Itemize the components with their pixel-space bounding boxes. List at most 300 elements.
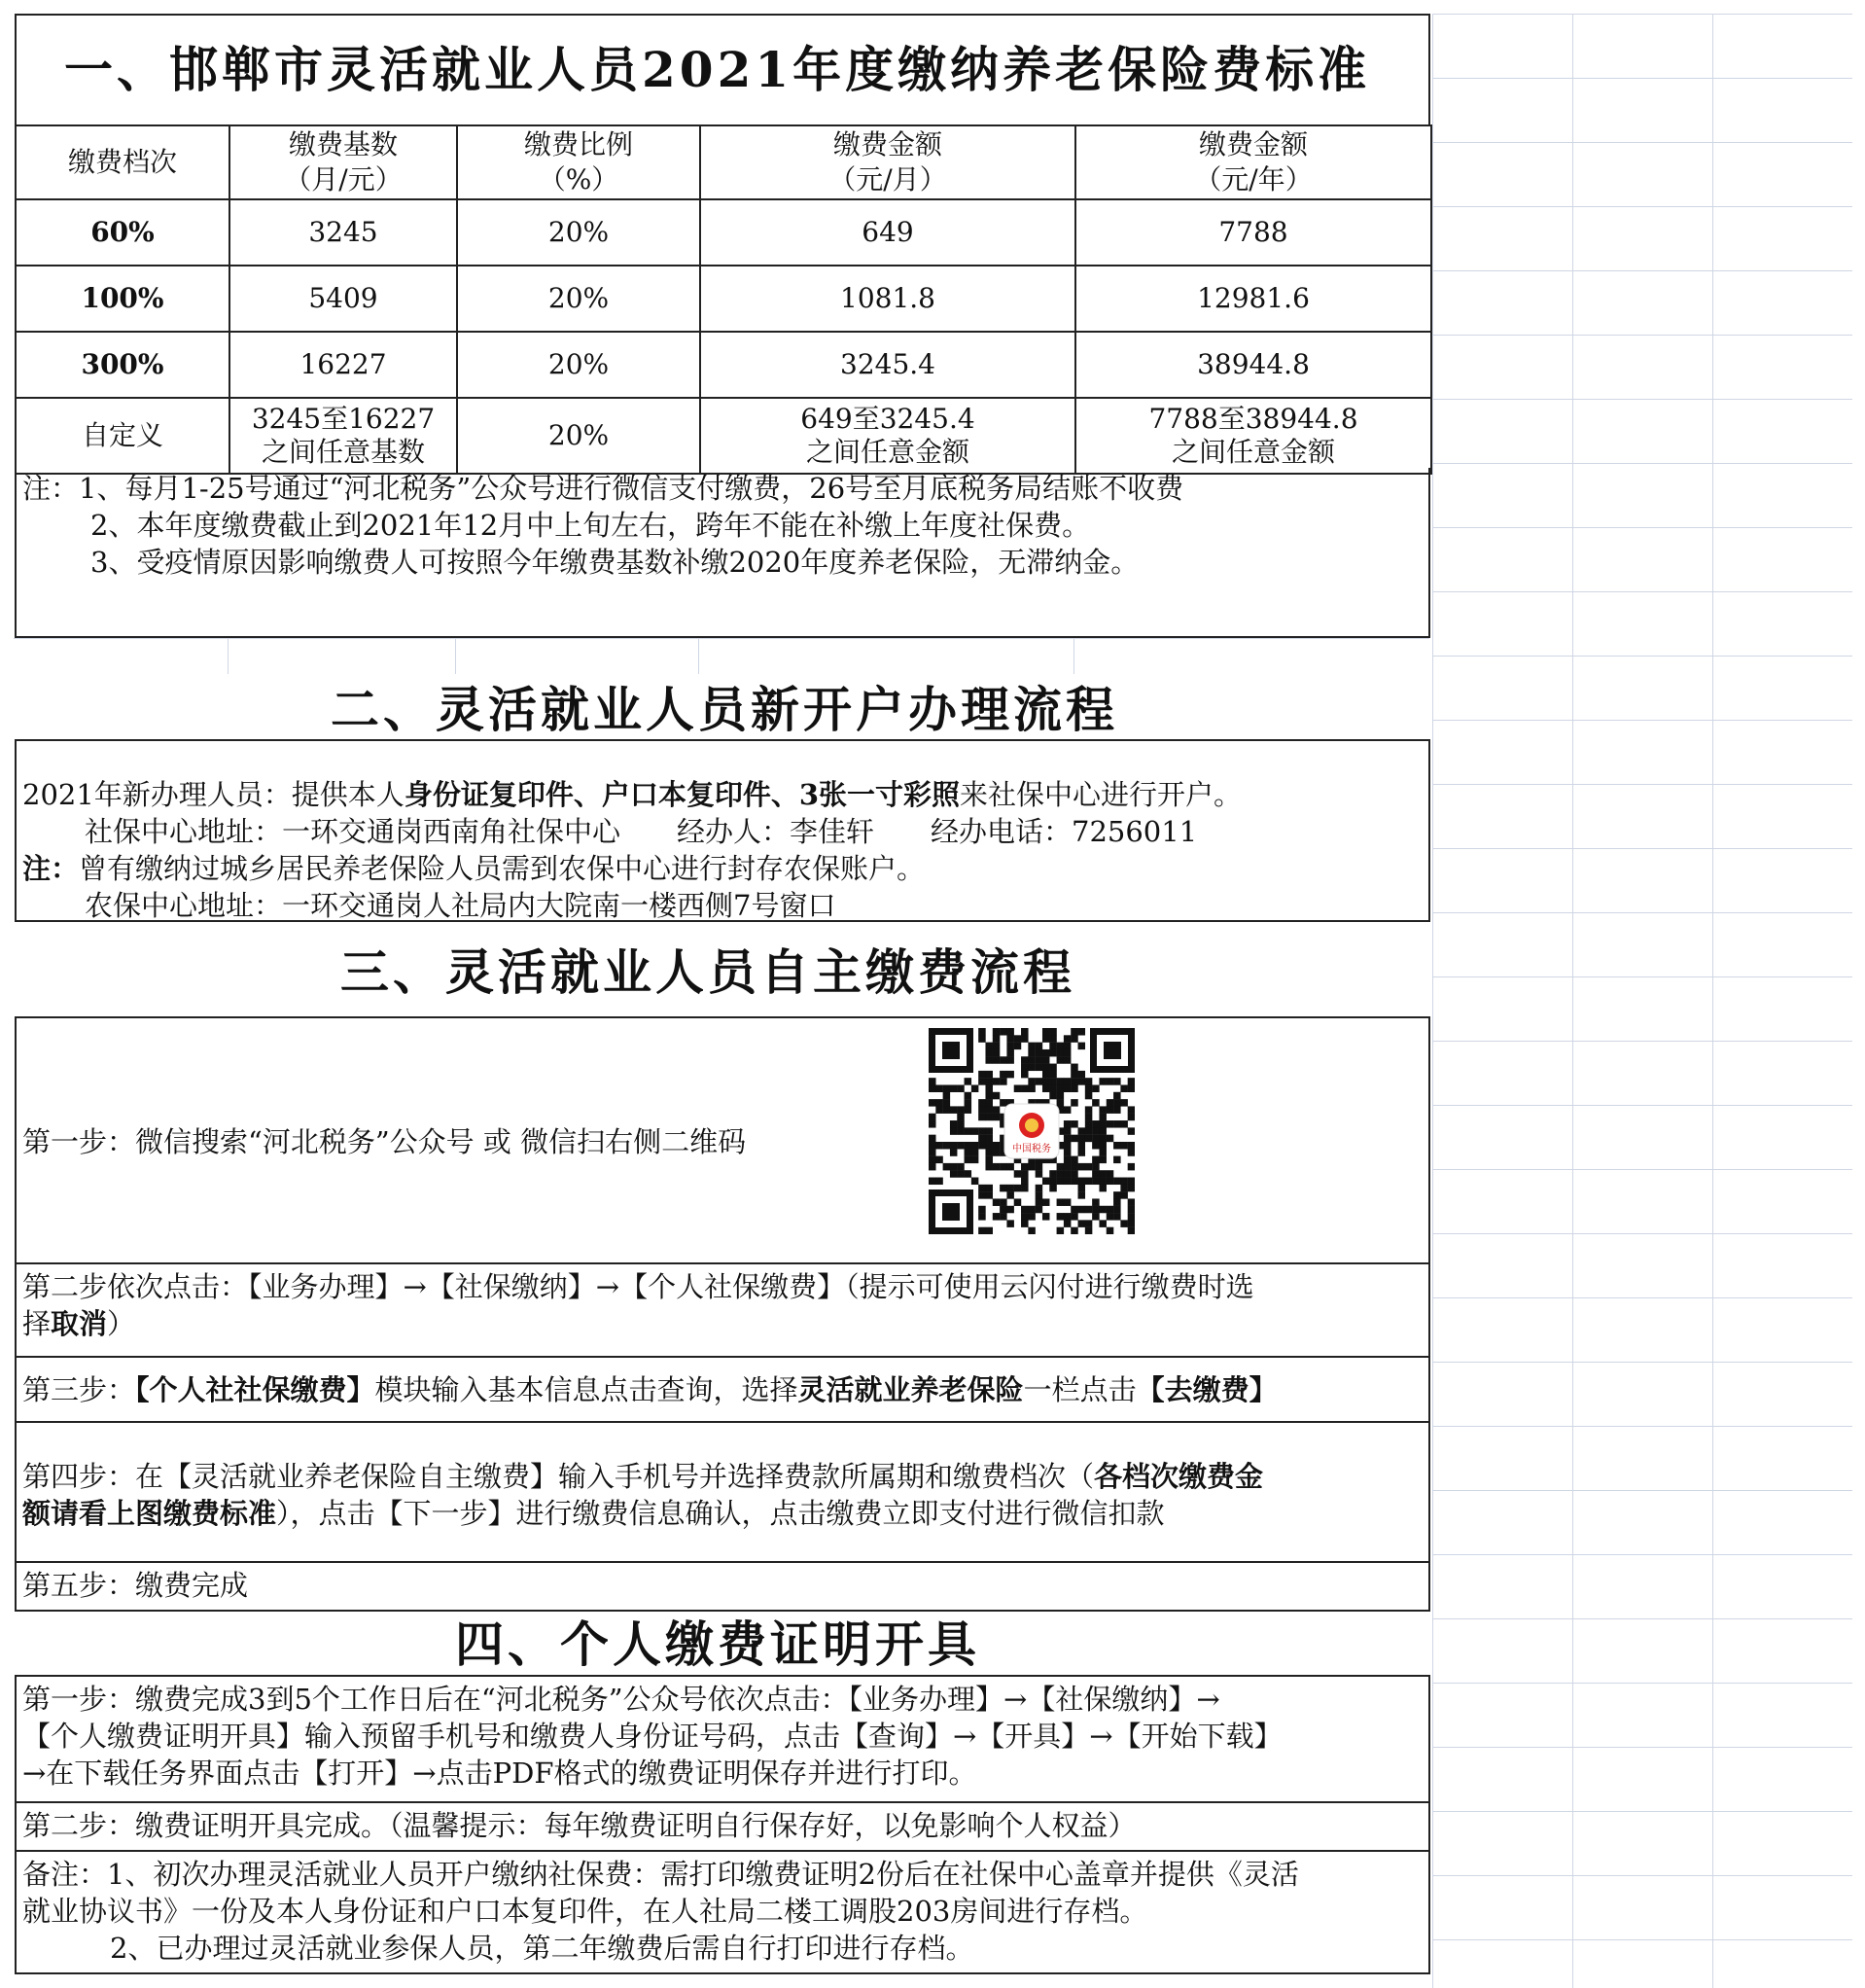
qr-module	[1064, 1043, 1072, 1050]
qr-module	[1128, 1206, 1135, 1214]
qr-module	[993, 1049, 1001, 1057]
level-cell: 100%	[16, 266, 229, 332]
qr-module	[957, 1106, 965, 1114]
qr-module	[957, 1114, 965, 1121]
qr-module	[978, 1114, 986, 1121]
qr-module	[1113, 1106, 1121, 1114]
qr-module	[1064, 1106, 1072, 1114]
qr-module	[1092, 1099, 1100, 1107]
qr-module	[1042, 1213, 1050, 1221]
qr-module	[1071, 1071, 1078, 1079]
qr-module	[1049, 1049, 1057, 1057]
qr-module	[993, 1198, 1001, 1206]
qr-module	[929, 1156, 936, 1164]
qr-module	[1085, 1227, 1093, 1234]
qr-module	[1036, 1043, 1043, 1050]
qr-module	[965, 1156, 972, 1164]
qr-module	[993, 1028, 1001, 1036]
qr-module	[1128, 1213, 1135, 1221]
qr-module	[1064, 1127, 1072, 1135]
table-row	[16, 266, 1431, 332]
qr-module	[1128, 1163, 1135, 1171]
qr-module	[1107, 1206, 1114, 1214]
qr-module	[1078, 1078, 1086, 1085]
qr-module	[1128, 1106, 1135, 1114]
qr-module	[957, 1170, 965, 1178]
qr-module	[1006, 1071, 1014, 1079]
qr-module	[985, 1049, 993, 1057]
qr-module	[929, 1114, 936, 1121]
qr-module	[1042, 1078, 1050, 1085]
qr-module	[943, 1084, 951, 1092]
qr-module	[1078, 1191, 1086, 1199]
qr-module	[1028, 1206, 1036, 1214]
qr-module	[1000, 1198, 1007, 1206]
qr-module	[1057, 1084, 1065, 1092]
qr-module	[993, 1056, 1001, 1064]
qr-module	[1021, 1163, 1029, 1171]
qr-module	[1064, 1135, 1072, 1143]
qr-module	[985, 1099, 993, 1107]
qr-module	[985, 1056, 993, 1064]
qr-module	[1128, 1078, 1135, 1085]
qr-module	[1099, 1149, 1107, 1156]
ratio-cell: 20%	[457, 199, 700, 266]
qr-module	[1128, 1178, 1135, 1186]
qr-module	[1107, 1106, 1114, 1114]
qr-module	[1064, 1170, 1072, 1178]
qr-module	[1107, 1227, 1114, 1234]
qr-module	[1036, 1185, 1043, 1192]
qr-module	[1113, 1191, 1121, 1199]
qr-module	[965, 1142, 972, 1150]
table-header-row	[16, 125, 1431, 199]
qr-module	[1006, 1163, 1014, 1171]
qr-module	[1078, 1028, 1086, 1036]
qr-module	[978, 1078, 986, 1085]
notes-box	[15, 468, 1430, 638]
header-cell: 缴费档次	[16, 125, 229, 199]
table-row	[16, 199, 1431, 266]
qr-module	[1006, 1185, 1014, 1192]
qr-module	[1099, 1120, 1107, 1128]
qr-module	[1021, 1206, 1029, 1214]
qr-module	[993, 1163, 1001, 1171]
qr-module	[985, 1106, 993, 1114]
qr-module	[1000, 1056, 1007, 1064]
qr-module	[1042, 1064, 1050, 1072]
qr-module	[1099, 1106, 1107, 1114]
qr-module	[929, 1120, 936, 1128]
qr-module	[943, 1092, 951, 1100]
qr-module	[1113, 1092, 1121, 1100]
qr-module	[965, 1099, 972, 1107]
qr-module	[1049, 1035, 1057, 1043]
qr-module	[1071, 1078, 1078, 1085]
qr-module	[1078, 1149, 1086, 1156]
qr-module	[1049, 1043, 1057, 1050]
table-row	[16, 332, 1431, 398]
qr-module	[1042, 1056, 1050, 1064]
qr-module	[1000, 1213, 1007, 1221]
qr-module	[1078, 1142, 1086, 1150]
qr-module	[1113, 1120, 1121, 1128]
step2-text: 第二步依次点击：【业务办理】→【社保缴纳】→【个人社保缴费】（提示可使用云闪付进行缴费时选 择取消）	[22, 1270, 1254, 1340]
step3-box	[15, 1358, 1430, 1423]
qr-module	[1021, 1071, 1029, 1079]
qr-module	[1000, 1078, 1007, 1085]
monthly-cell: 649	[700, 199, 1075, 266]
section2-box	[15, 739, 1430, 922]
qr-module	[1078, 1163, 1086, 1171]
qr-module	[965, 1092, 972, 1100]
qr-module	[950, 1170, 958, 1178]
qr-module	[978, 1185, 986, 1192]
qr-module	[1071, 1084, 1078, 1092]
qr-module	[1049, 1071, 1057, 1079]
qr-module	[1006, 1028, 1014, 1036]
qr-module	[971, 1156, 979, 1164]
qr-module	[950, 1149, 958, 1156]
qr-module	[950, 1106, 958, 1114]
qr-module	[1099, 1170, 1107, 1178]
monthly-cell: 3245.4	[700, 332, 1075, 398]
qr-module	[1128, 1185, 1135, 1192]
qr-module	[1107, 1178, 1114, 1186]
qr-module	[1021, 1084, 1029, 1092]
yearly-cell: 7788至38944.8 之间任意金额	[1075, 398, 1431, 474]
ratio-cell: 20%	[457, 398, 700, 474]
qr-module	[1021, 1035, 1029, 1043]
qr-module	[978, 1213, 986, 1221]
qr-module	[957, 1127, 965, 1135]
cert-step1-line-1: 第一步：缴费完成3到5个工作日后在“河北税务”公众号依次点击：【业务办理】→【社保缴纳】→	[22, 1683, 1220, 1716]
qr-module	[1064, 1178, 1072, 1186]
spreadsheet-grid	[1432, 14, 1852, 1988]
qr-module	[1042, 1049, 1050, 1057]
header-cell: 缴费金额 （元/月）	[700, 125, 1075, 199]
table-row-custom	[16, 398, 1431, 474]
qr-module	[1042, 1084, 1050, 1092]
qr-module	[1000, 1028, 1007, 1036]
qr-module	[1057, 1227, 1065, 1234]
qr-module	[1042, 1178, 1050, 1186]
qr-module	[1113, 1198, 1121, 1206]
qr-module	[1113, 1178, 1121, 1186]
qr-module	[1071, 1206, 1078, 1214]
qr-module	[1120, 1185, 1128, 1192]
qr-module	[1064, 1163, 1072, 1171]
qr-module	[1049, 1092, 1057, 1100]
qr-module	[1113, 1099, 1121, 1107]
qr-module	[978, 1071, 986, 1079]
qr-module	[1042, 1035, 1050, 1043]
section4-title: 四、个人缴费证明开具	[455, 1615, 980, 1673]
qr-module	[1107, 1120, 1114, 1128]
qr-module	[1120, 1099, 1128, 1107]
qr-module	[1021, 1185, 1029, 1192]
qr-module	[1099, 1142, 1107, 1150]
qr-module	[978, 1099, 986, 1107]
qr-module	[935, 1156, 943, 1164]
qr-module	[935, 1142, 943, 1150]
qr-module	[943, 1142, 951, 1150]
qr-module	[1092, 1135, 1100, 1143]
note-line-1: 注：1、每月1-25号通过“河北税务”公众号进行微信支付缴费，26号至月底税务局结账不收费	[22, 472, 1184, 505]
qr-module	[1064, 1213, 1072, 1221]
qr-module	[1099, 1114, 1107, 1121]
qr-module	[1078, 1135, 1086, 1143]
qr-module	[1064, 1084, 1072, 1092]
base-cell: 3245至16227 之间任意基数	[229, 398, 457, 474]
qr-module	[1064, 1049, 1072, 1057]
qr-module	[993, 1035, 1001, 1043]
qr-module	[1092, 1213, 1100, 1221]
qr-module	[1036, 1206, 1043, 1214]
qr-module	[985, 1149, 993, 1156]
qr-module	[1064, 1156, 1072, 1164]
qr-module	[1064, 1120, 1072, 1128]
qr-module	[1085, 1127, 1093, 1135]
qr-module	[1099, 1220, 1107, 1227]
qr-module	[1128, 1142, 1135, 1150]
qr-module	[1057, 1163, 1065, 1171]
qr-module	[1120, 1084, 1128, 1092]
qr-module	[1000, 1163, 1007, 1171]
qr-module	[1099, 1127, 1107, 1135]
qr-module	[1064, 1142, 1072, 1150]
note-line-2: 2、本年度缴费截止到2021年12月中上旬左右，跨年不能在补缴上年度社保费。	[90, 509, 1091, 542]
qr-module	[1071, 1120, 1078, 1128]
qr-module	[1064, 1149, 1072, 1156]
qr-module	[1120, 1191, 1128, 1199]
qr-module	[957, 1084, 965, 1092]
qr-module	[978, 1106, 986, 1114]
qr-module	[1071, 1170, 1078, 1178]
wechat-qr-code	[929, 1028, 1135, 1234]
qr-module	[1049, 1185, 1057, 1192]
remarks-box	[15, 1852, 1430, 1974]
qr-module	[1000, 1071, 1007, 1079]
qr-module	[1042, 1028, 1050, 1036]
qr-module	[1071, 1227, 1078, 1234]
qr-module	[1028, 1084, 1036, 1092]
qr-module	[1036, 1064, 1043, 1072]
qr-module	[1078, 1043, 1086, 1050]
qr-module	[1036, 1170, 1043, 1178]
qr-module	[1006, 1035, 1014, 1043]
qr-module	[1113, 1213, 1121, 1221]
remarks-line-3: 2、已办理过灵活就业参保人员，第二年缴费后需自行打印进行存档。	[110, 1932, 974, 1965]
qr-module	[1099, 1206, 1107, 1214]
qr-module	[1000, 1185, 1007, 1192]
step3-text: 第三步：【个人社社保缴费】模块输入基本信息点击查询，选择灵活就业养老保险一栏点击【去缴费】	[22, 1373, 1278, 1406]
qr-module	[1071, 1213, 1078, 1221]
qr-module	[1057, 1099, 1065, 1107]
qr-module	[1085, 1106, 1093, 1114]
yearly-cell: 12981.6	[1075, 266, 1431, 332]
qr-module	[965, 1127, 972, 1135]
qr-module	[1049, 1170, 1057, 1178]
qr-module	[1128, 1084, 1135, 1092]
level-cell: 自定义	[16, 398, 229, 474]
qr-module	[950, 1120, 958, 1128]
qr-module	[1071, 1028, 1078, 1036]
qr-module	[971, 1127, 979, 1135]
qr-module	[1071, 1163, 1078, 1171]
qr-module	[1099, 1135, 1107, 1143]
qr-module	[1092, 1206, 1100, 1214]
empty-spreadsheet-row	[14, 638, 1429, 674]
qr-module	[1085, 1135, 1093, 1143]
qr-module	[1021, 1170, 1029, 1178]
qr-module	[1014, 1198, 1022, 1206]
qr-module	[1092, 1178, 1100, 1186]
qr-module	[1049, 1178, 1057, 1186]
qr-module	[1092, 1084, 1100, 1092]
qr-module	[985, 1084, 993, 1092]
qr-module	[1057, 1170, 1065, 1178]
qr-module	[985, 1071, 993, 1079]
qr-module	[935, 1099, 943, 1107]
qr-module	[1057, 1043, 1065, 1050]
qr-module	[1071, 1135, 1078, 1143]
section1-title: 一、邯郸市灵活就业人员2021年度缴纳养老保险费标准	[64, 41, 1371, 98]
qr-module	[1028, 1056, 1036, 1064]
qr-module	[1057, 1178, 1065, 1186]
qr-module	[1006, 1191, 1014, 1199]
qr-module	[1028, 1213, 1036, 1221]
qr-module	[1071, 1064, 1078, 1072]
step1-text: 第一步：微信搜索“河北税务”公众号 或 微信扫右侧二维码	[22, 1125, 747, 1158]
qr-module	[935, 1084, 943, 1092]
qr-module	[1006, 1043, 1014, 1050]
remarks-line-2: 就业协议书》一份及本人身份证和户口本复印件，在人社局二楼工调股203房间进行存档。	[22, 1895, 1148, 1928]
qr-module	[1120, 1178, 1128, 1186]
qr-module	[985, 1163, 993, 1171]
section2-title: 二、灵活就业人员新开户办理流程	[331, 681, 1118, 738]
qr-module	[1120, 1142, 1128, 1150]
qr-module	[1113, 1142, 1121, 1150]
qr-module	[1057, 1056, 1065, 1064]
qr-module	[943, 1099, 951, 1107]
qr-module	[1085, 1120, 1093, 1128]
qr-module	[1036, 1056, 1043, 1064]
qr-module	[985, 1156, 993, 1164]
qr-module	[993, 1213, 1001, 1221]
qr-module	[1071, 1156, 1078, 1164]
qr-module	[1042, 1198, 1050, 1206]
qr-module	[1021, 1056, 1029, 1064]
qr-module	[1120, 1220, 1128, 1227]
qr-module	[1078, 1220, 1086, 1227]
qr-module	[1092, 1142, 1100, 1150]
qr-module	[1099, 1178, 1107, 1186]
qr-module	[1006, 1220, 1014, 1227]
qr-module	[1099, 1185, 1107, 1192]
qr-module	[1078, 1206, 1086, 1214]
qr-module	[929, 1099, 936, 1107]
qr-module	[1085, 1114, 1093, 1121]
qr-module	[1014, 1170, 1022, 1178]
cert-step1-line-3: →在下载任务界面点击【打开】→点击PDF格式的缴费证明保存并进行打印。	[22, 1757, 977, 1790]
section2-line-1: 2021年新办理人员：提供本人身份证复印件、户口本复印件、3张一寸彩照来社保中心进行开户。	[22, 778, 1243, 811]
qr-module	[1064, 1078, 1072, 1085]
qr-module	[993, 1043, 1001, 1050]
qr-module	[1071, 1035, 1078, 1043]
yearly-cell: 7788	[1075, 199, 1431, 266]
qr-module	[1036, 1078, 1043, 1085]
base-cell: 3245	[229, 199, 457, 266]
qr-module	[993, 1142, 1001, 1150]
step5-text: 第五步：缴费完成	[22, 1569, 249, 1602]
qr-module	[1113, 1206, 1121, 1214]
qr-module	[957, 1142, 965, 1150]
qr-module	[1064, 1035, 1072, 1043]
qr-module	[950, 1084, 958, 1092]
qr-module	[950, 1127, 958, 1135]
qr-module	[957, 1163, 965, 1171]
qr-module	[1014, 1185, 1022, 1192]
qr-module	[1057, 1078, 1065, 1085]
qr-module	[1042, 1071, 1050, 1079]
qr-module	[965, 1106, 972, 1114]
cert-step2-box	[15, 1803, 1430, 1852]
qr-module	[1036, 1191, 1043, 1199]
step1-box	[15, 1016, 1430, 1264]
qr-module	[1085, 1092, 1093, 1100]
qr-module	[985, 1191, 993, 1199]
qr-module	[1071, 1178, 1078, 1186]
cert-step2-text: 第二步：缴费证明开具完成。（温馨提示：每年缴费证明自行保存好，以免影响个人权益）	[22, 1809, 1137, 1842]
qr-module	[1078, 1127, 1086, 1135]
qr-module	[935, 1178, 943, 1186]
qr-module	[1071, 1099, 1078, 1107]
qr-module	[978, 1227, 986, 1234]
qr-module	[1028, 1064, 1036, 1072]
qr-module	[1128, 1227, 1135, 1234]
section2-line-4: 农保中心地址：一环交通岗人社局内大院南一楼西侧7号窗口	[85, 889, 836, 922]
qr-module	[1078, 1185, 1086, 1192]
qr-module	[985, 1185, 993, 1192]
qr-module	[971, 1149, 979, 1156]
qr-module	[1085, 1178, 1093, 1186]
qr-module	[1057, 1092, 1065, 1100]
qr-module	[985, 1078, 993, 1085]
qr-module	[985, 1127, 993, 1135]
qr-module	[1128, 1198, 1135, 1206]
yearly-cell: 38944.8	[1075, 332, 1431, 398]
qr-module	[985, 1227, 993, 1234]
qr-module	[1049, 1078, 1057, 1085]
qr-module	[1092, 1156, 1100, 1164]
qr-module	[1014, 1043, 1022, 1050]
header-cell: 缴费金额 （元/年）	[1075, 125, 1431, 199]
qr-module	[929, 1142, 936, 1150]
qr-module	[929, 1135, 936, 1143]
qr-module	[929, 1078, 936, 1085]
qr-module	[978, 1191, 986, 1199]
qr-module	[1092, 1120, 1100, 1128]
qr-module	[978, 1206, 986, 1214]
qr-module	[1057, 1213, 1065, 1221]
qr-module	[943, 1106, 951, 1114]
qr-module	[1057, 1198, 1065, 1206]
qr-module	[1092, 1170, 1100, 1178]
qr-module	[1085, 1163, 1093, 1171]
qr-module	[978, 1142, 986, 1150]
qr-module	[1128, 1149, 1135, 1156]
